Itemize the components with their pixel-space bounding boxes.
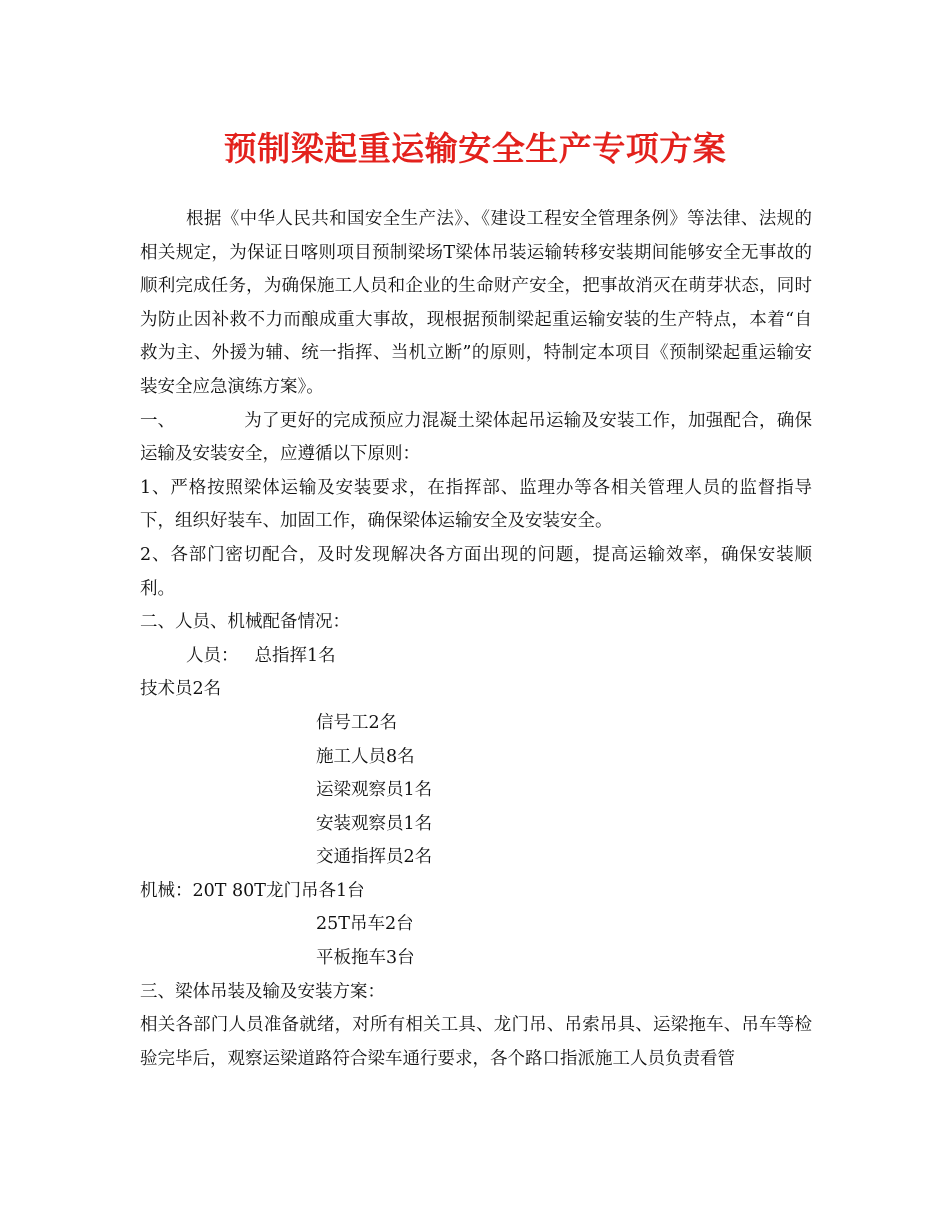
principle-item-1: 1、严格按照梁体运输及安装要求，在指挥部、监理办等各相关管理人员的监督指导下，组织好装车、加固工作，确保梁体运输安全及安装安全。 [140,477,812,532]
section-1-paragraph [140,405,812,472]
personnel-first-line [140,640,812,674]
personnel-item: 总指挥1名 [254,645,336,666]
personnel-label: 人员： [186,645,239,666]
personnel-item: 交通指挥员2名 [316,847,433,868]
machinery-item: 25T吊车2台 [316,914,414,935]
section-3-paragraph: 相关各部门人员准备就绪，对所有相关工具、龙门吊、吊索吊具、运梁拖车、吊车等检验完毕后，观察运梁道路符合梁车通行要求，各个路口指派施工人员负责看管 [140,1015,812,1069]
document-title: 预制梁起重运输安全生产专项方案 [223,129,727,168]
section-2-heading: 二、人员、机械配备情况： [140,612,350,633]
machinery-item: 平板拖车3台 [316,948,415,969]
intro-paragraph: 根据《中华人民共和国安全生产法》、《建设工程安全管理条例》等法律、法规的相关规定，为保证日喀则项目预制梁场T梁体吊装运输转移安装期间能够安全无事故的顺利完成任务，为确保施工人员和企业的生命财产安全，把事故消灭在萌芽状态，同时为防止因补救不力而酿成重大事故，现根据预制梁起重运输安装的生产特点，本着“自救为主、外援为辅、统一指挥、当机立断”的原则，特制定本项目《预制梁起重运输安装安全应急演练方案》。 [140,209,812,397]
machinery-first-line: 机械：20T 80T龙门吊各1台 [140,880,365,901]
section-1-text: 为了更好的完成预应力混凝土梁体起吊运输及安装工作，加强配合，确保运输及安装安全，应遵循以下原则： [140,410,812,465]
personnel-item: 安装观察员1名 [316,813,433,834]
section-3-heading: 三、梁体吊装及输及安装方案： [140,981,385,1002]
personnel-item: 施工人员8名 [316,746,415,767]
personnel-item: 运梁观察员1名 [316,780,433,801]
personnel-item: 信号工2名 [316,712,398,733]
document-body [140,203,812,1076]
principle-item-2: 2、各部门密切配合，及时发现解决各方面出现的问题，提高运输效率，确保安装顺利。 [140,544,812,599]
personnel-item: 技术员2名 [140,679,222,700]
section-1-number: 一、 [140,410,175,431]
